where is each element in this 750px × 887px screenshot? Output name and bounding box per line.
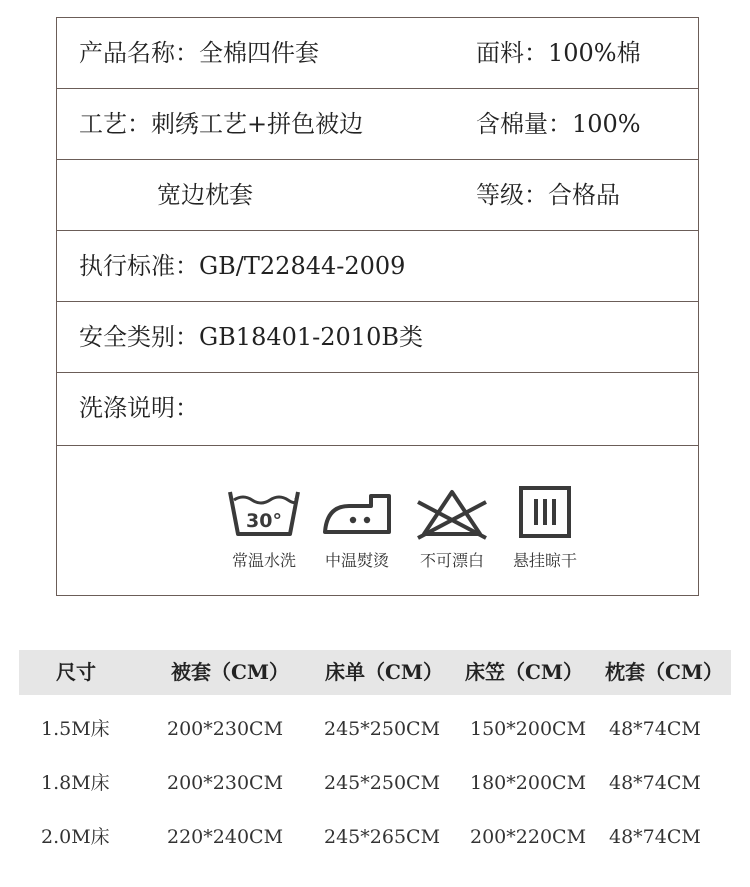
header-fitted-sheet: 床笠（CM） [465, 660, 584, 684]
care-label-bleach: 不可漂白 [419, 551, 484, 570]
row-fitted-sheet: 200*220CM [470, 826, 587, 848]
header-sheet: 床单（CM） [325, 660, 444, 684]
size-table-header [19, 650, 731, 695]
row-pillowcase: 48*74CM [609, 772, 701, 794]
care-iron [312, 486, 402, 571]
header-duvet: 被套（CM） [171, 660, 290, 684]
row-pillowcase: 48*74CM [609, 718, 701, 740]
care-dry [500, 486, 590, 571]
spec-row-craft [57, 89, 698, 160]
spec-row-standard [57, 231, 698, 302]
care-bleach [407, 486, 497, 571]
row-fitted-sheet: 150*200CM [470, 718, 587, 740]
care-label-wash: 常温水洗 [231, 551, 296, 570]
row-sheet: 245*250CM [324, 772, 441, 794]
safety-category: 安全类别：GB18401-2010B类 [79, 323, 423, 351]
pillow-style: 宽边枕套 [157, 181, 253, 209]
craft: 工艺：刺绣工艺+拼色被边 [79, 110, 364, 138]
row-sheet: 245*265CM [324, 826, 441, 848]
fabric: 面料：100%棉 [476, 39, 641, 67]
row-duvet: 200*230CM [167, 718, 284, 740]
care-label-iron: 中温熨烫 [324, 551, 389, 570]
table-row [19, 756, 731, 810]
hang-dry-icon [507, 486, 583, 540]
wash-instructions: 洗涤说明： [79, 394, 199, 422]
standard: 执行标准：GB/T22844-2009 [79, 252, 406, 280]
row-fitted-sheet: 180*200CM [470, 772, 587, 794]
table-row [19, 810, 731, 864]
spec-row-product [57, 18, 698, 89]
header-pillowcase: 枕套（CM） [605, 660, 724, 684]
row-size: 2.0M床 [41, 826, 110, 848]
cotton-content: 含棉量：100% [476, 110, 641, 138]
row-duvet: 200*230CM [167, 772, 284, 794]
no-bleach-icon [414, 486, 490, 540]
product-name: 产品名称：全棉四件套 [79, 39, 319, 67]
wash-30-icon [226, 486, 302, 540]
table-row [19, 702, 731, 756]
wash-temperature: 30° [246, 510, 282, 532]
row-size: 1.8M床 [41, 772, 110, 794]
care-wash [219, 486, 309, 571]
iron-medium-icon [319, 486, 395, 540]
spec-row-pillow [57, 160, 698, 231]
header-size: 尺寸 [56, 660, 96, 684]
spec-box [56, 17, 699, 596]
row-pillowcase: 48*74CM [609, 826, 701, 848]
row-size: 1.5M床 [41, 718, 110, 740]
row-sheet: 245*250CM [324, 718, 441, 740]
grade: 等级：合格品 [476, 181, 620, 209]
spec-row-safety [57, 302, 698, 373]
care-symbols [57, 446, 698, 595]
care-label-dry: 悬挂晾干 [512, 551, 577, 570]
spec-row-wash [57, 373, 698, 446]
row-duvet: 220*240CM [167, 826, 284, 848]
